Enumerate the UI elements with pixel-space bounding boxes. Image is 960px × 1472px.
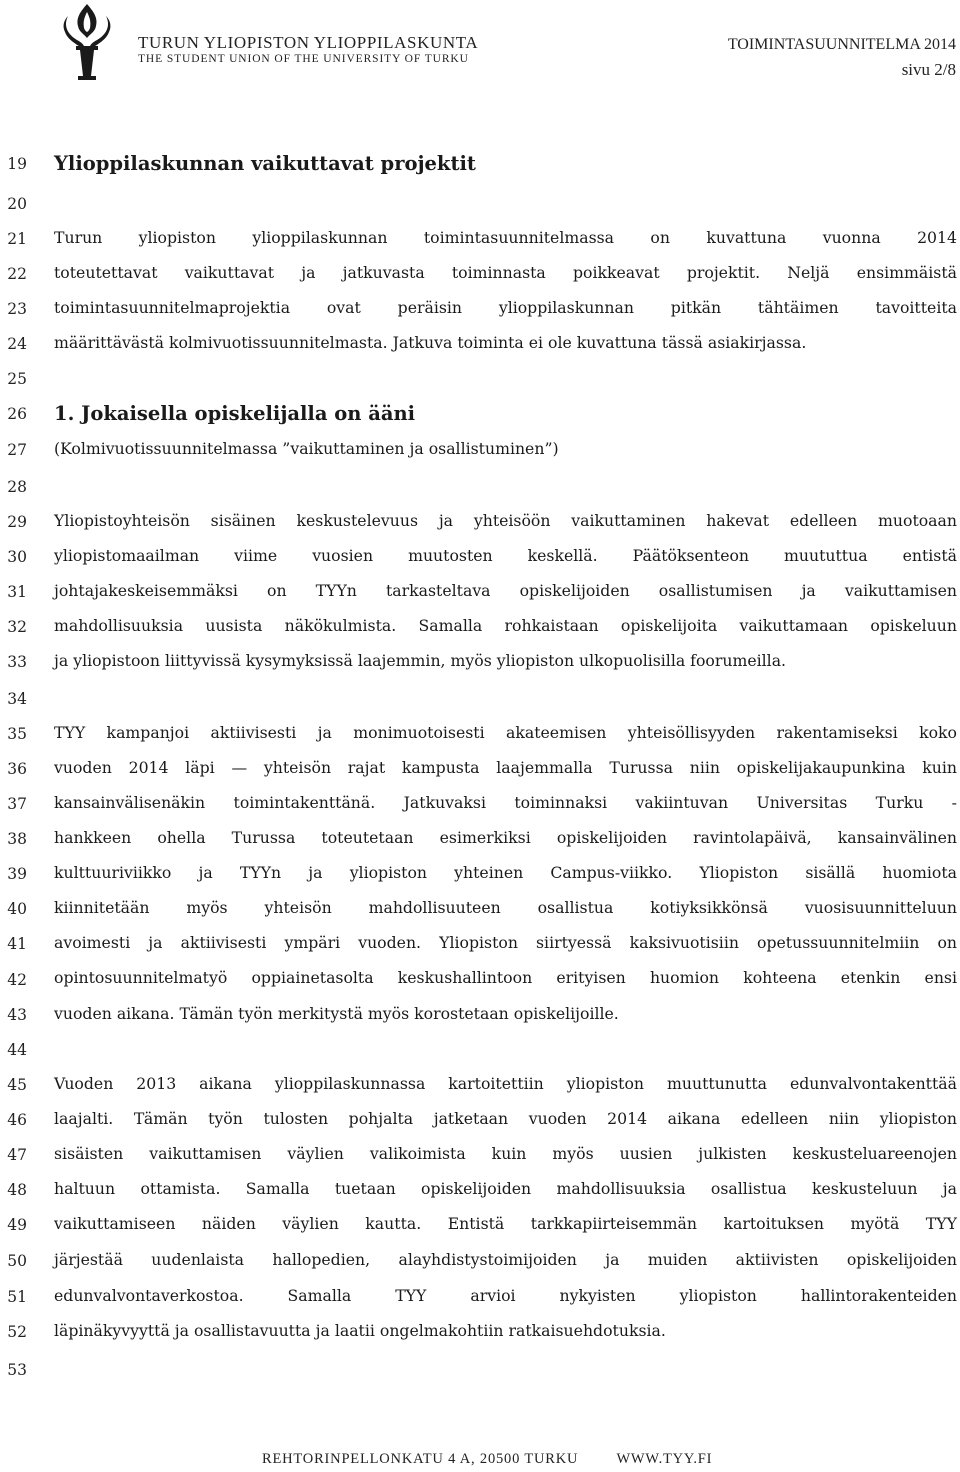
- text-line: kansainvälisenäkin toimintakenttänä. Jatkuvaksi toiminnaksi vakiintuvan Universitas Turku -: [54, 793, 957, 812]
- line-number: 38: [7, 830, 27, 848]
- line-number: 51: [7, 1288, 27, 1306]
- line-number: 48: [7, 1181, 27, 1199]
- text-line: Yliopistoyhteisön sisäinen keskustelevuus ja yhteisöön vaikuttaminen hakevat edelleen muotoaan: [54, 511, 957, 530]
- line-number: 31: [7, 583, 27, 601]
- page-number: sivu 2/8: [901, 60, 956, 79]
- text-line: määrittävästä kolmivuotissuunnitelmasta. Jatkuva toiminta ei ole kuvattuna tässä asiakirjassa.: [54, 333, 807, 352]
- line-number: 52: [7, 1323, 27, 1341]
- project-heading: 1. Jokaisella opiskelijalla on ääni: [54, 402, 416, 425]
- line-number: 28: [7, 478, 27, 496]
- page-header: [0, 0, 960, 110]
- line-number: 23: [7, 300, 27, 318]
- text-line: avoimesti ja aktiivisesti ympäri vuoden. Yliopiston siirtyessä kaksivuotisiin opetussuunnitelmiin on: [54, 933, 957, 952]
- text-line: haltuun ottamista. Samalla tuetaan opiskelijoiden mahdollisuuksia osallistua keskusteluun ja: [54, 1179, 957, 1198]
- text-line: kiinnitetään myös yhteisön mahdollisuuteen osallistua kotiyksikkönsä vuosisuunnitteluun: [54, 898, 957, 917]
- line-number: 30: [7, 548, 27, 566]
- text-line: järjestää uudenlaista hallopedien, alayhdistystoimijoiden ja muiden aktiivisten opiskelijoiden: [54, 1250, 957, 1269]
- text-line: laajalti. Tämän työn tulosten pohjalta jatketaan vuoden 2014 aikana edelleen niin yliopiston: [54, 1109, 957, 1128]
- line-number: 32: [7, 618, 27, 636]
- line-number: 20: [7, 195, 27, 213]
- line-number: 34: [7, 690, 27, 708]
- line-number: 42: [7, 971, 27, 989]
- text-line: vuoden 2014 läpi — yhteisön rajat kampusta laajemmalla Turussa niin opiskelijakaupunkina kuin: [54, 758, 957, 777]
- text-line: mahdollisuuksia uusista näkökulmista. Samalla rohkaistaan opiskelijoita vaikuttamaan opiskeluun: [54, 616, 957, 635]
- torch-emblem-icon: [56, 2, 118, 82]
- text-line: toimintasuunnitelmaprojektia ovat peräisin ylioppilaskunnan pitkän tähtäimen tavoitteita: [54, 298, 957, 317]
- line-number: 33: [7, 653, 27, 671]
- line-number: 35: [7, 725, 27, 743]
- text-line: vaikuttamiseen näiden väylien kautta. Entistä tarkkapiirteisemmän kartoituksen myötä TYY: [54, 1214, 957, 1233]
- line-number: 46: [7, 1111, 27, 1129]
- line-number: 37: [7, 795, 27, 813]
- line-number: 45: [7, 1076, 27, 1094]
- footer-website: WWW.TYY.FI: [616, 1451, 713, 1467]
- line-number: 22: [7, 265, 27, 283]
- line-number: 29: [7, 513, 27, 531]
- line-number: 39: [7, 865, 27, 883]
- document-title: TOIMINTASUUNNITELMA 2014: [727, 36, 956, 53]
- project-subtitle: (Kolmivuotissuunnitelmassa ”vaikuttaminen ja osallistuminen”): [54, 439, 559, 458]
- line-number: 25: [7, 370, 27, 388]
- text-line: toteutettavat vaikuttavat ja jatkuvasta toiminnasta poikkeavat projektit. Neljä ensimmäistä: [54, 263, 957, 282]
- text-line: kulttuuriviikko ja TYYn ja yliopiston yhteinen Campus-viikko. Yliopiston sisällä huomiota: [54, 863, 957, 882]
- line-number: 44: [7, 1041, 27, 1059]
- text-line: läpinäkyvyyttä ja osallistavuutta ja laatii ongelmakohtiin ratkaisuehdotuksia.: [54, 1321, 666, 1340]
- text-line: yliopistomaailman viime vuosien muutosten keskellä. Päätöksenteon muututtua entistä: [54, 546, 957, 565]
- text-line: opintosuunnitelmatyö oppiainetasolta keskushallintoon erityisen huomion kohteena etenkin ensi: [54, 968, 957, 987]
- org-name-fi: TURUN YLIOPISTON YLIOPPILASKUNTA: [138, 33, 479, 52]
- line-number: 24: [7, 335, 27, 353]
- org-name-en: THE STUDENT UNION OF THE UNIVERSITY OF TURKU: [138, 53, 469, 65]
- section-heading: Ylioppilaskunnan vaikuttavat projektit: [54, 152, 476, 175]
- text-line: ja yliopistoon liittyvissä kysymyksissä laajemmin, myös yliopiston ulkopuolisilla foorumeilla.: [54, 651, 787, 670]
- line-number: 43: [7, 1006, 27, 1024]
- line-number: 36: [7, 760, 27, 778]
- line-number: 40: [7, 900, 27, 918]
- line-number: 50: [7, 1252, 27, 1270]
- line-number: 41: [7, 935, 27, 953]
- text-line: vuoden aikana. Tämän työn merkitystä myös korostetaan opiskelijoille.: [54, 1004, 619, 1023]
- page-footer: [262, 1451, 746, 1468]
- line-number: 26: [7, 405, 27, 423]
- line-number: 19: [7, 155, 27, 173]
- text-line: Turun yliopiston ylioppilaskunnan toimintasuunnitelmassa on kuvattuna vuonna 2014: [54, 228, 957, 247]
- text-line: johtajakeskeisemmäksi on TYYn tarkasteltava opiskelijoiden osallistumisen ja vaikuttamisen: [54, 581, 957, 600]
- line-number: 49: [7, 1216, 27, 1234]
- footer-address: REHTORINPELLONKATU 4 A, 20500 TURKU: [262, 1451, 579, 1467]
- text-line: sisäisten vaikuttamisen väylien valikoimista kuin myös uusien julkisten keskusteluareenojen: [54, 1144, 957, 1163]
- text-line: Vuoden 2013 aikana ylioppilaskunnassa kartoitettiin yliopiston muuttunutta edunvalvontakenttää: [54, 1074, 957, 1093]
- line-number: 47: [7, 1146, 27, 1164]
- text-line: edunvalvontaverkostoa. Samalla TYY arvioi nykyisten yliopiston hallintorakenteiden: [54, 1286, 957, 1305]
- line-number: 27: [7, 441, 27, 459]
- line-number: 53: [7, 1361, 27, 1379]
- text-line: hankkeen ohella Turussa toteutetaan esimerkiksi opiskelijoiden ravintolapäivä, kansainvälinen: [54, 828, 957, 847]
- line-number: 21: [7, 230, 27, 248]
- text-line: TYY kampanjoi aktiivisesti ja monimuotoisesti akateemisen yhteisöllisyyden rakentamiseksi koko: [54, 723, 957, 742]
